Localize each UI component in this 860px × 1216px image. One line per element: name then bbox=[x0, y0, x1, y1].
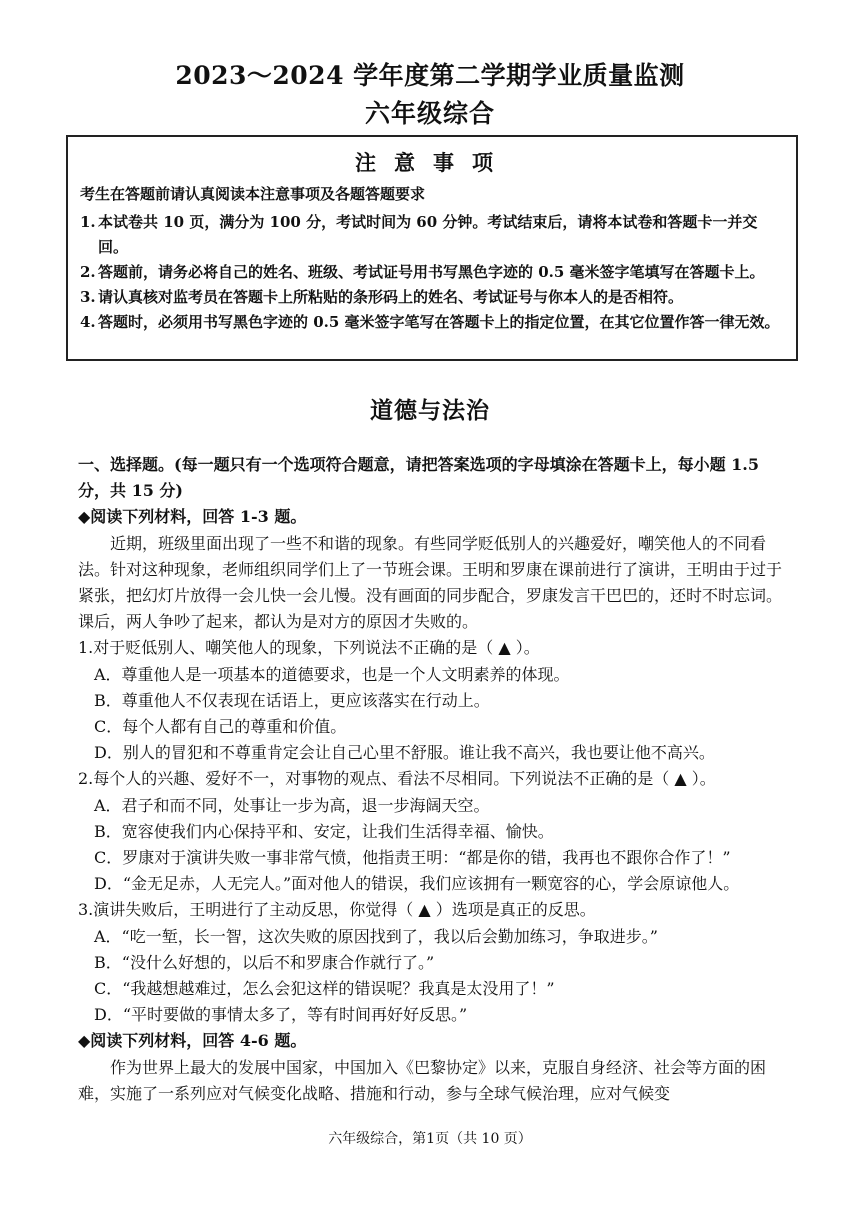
material-text: 作为世界上最大的发展中国家，中国加入《巴黎协定》以来，克服自身经济、社会等方面的困难，实施了一系列应对气候变化战略、措施和行动，参与全球气候治理，应对气候变 bbox=[78, 1057, 767, 1103]
answer-option: C．每个人都有自己的尊重和价值。 bbox=[94, 717, 347, 737]
answer-option: B．“没什么好想的，以后不和罗康合作就行了。” bbox=[94, 952, 435, 972]
notice-intro: 考生在答题前请认真阅读本注意事项及各题答题要求 bbox=[80, 185, 426, 203]
question-stem: 3.演讲失败后，王明进行了主动反思，你觉得（ ▲ ）选项是真正的反思。 bbox=[78, 900, 596, 920]
notice-item bbox=[80, 310, 786, 335]
notice-item-text: 请认真核对监考员在答题卡上所粘贴的条形码上的姓名、考试证号与你本人的是否相符。 bbox=[98, 288, 684, 306]
notice-item-number: 3. bbox=[80, 288, 96, 306]
answer-option: A．“吃一堑，长一智，这次失败的原因找到了，我以后会勤加练习，争取进步。” bbox=[94, 926, 658, 946]
notice-item-text: 答题前，请务必将自己的姓名、班级、考试证号用书写黑色字迹的 0.5 毫米签字笔填写在答题卡上。 bbox=[98, 263, 765, 281]
notice-item-text: 本试卷共 10 页，满分为 100 分，考试时间为 60 分钟。考试结束后，请将本试卷和答题卡一并交回。 bbox=[98, 213, 758, 256]
notice-item bbox=[80, 210, 786, 260]
answer-option: C．罗康对于演讲失败一事非常气愤，他指责王明：“都是你的错，我再也不跟你合作了！” bbox=[94, 848, 731, 868]
notice-item-number: 2. bbox=[80, 263, 96, 281]
answer-option: C．“我越想越难过，怎么会犯这样的错误呢？我真是太没用了！” bbox=[94, 979, 555, 999]
page-footer: 六年级综合，第1页（共 10 页） bbox=[328, 1131, 532, 1147]
notice-item-number: 1. bbox=[80, 213, 96, 231]
material-prompt: ◆阅读下列材料，回答 4-6 题。 bbox=[78, 1031, 307, 1051]
section-heading: 一、选择题。(每一题只有一个选项符合题意，请把答案选项的字母填涂在答题卡上，每小题 1.5 分，共 15 分) bbox=[78, 455, 759, 501]
section-title: 道德与法治 bbox=[370, 397, 490, 424]
answer-option: B．宽容使我们内心保持平和、安定，让我们生活得幸福、愉快。 bbox=[94, 821, 554, 841]
notice-item bbox=[80, 285, 786, 310]
question-body bbox=[78, 452, 784, 1107]
answer-option: A．君子和而不同，处事让一步为高，退一步海阔天空。 bbox=[94, 795, 490, 815]
material-text: 近期，班级里面出现了一些不和谐的现象。有些同学贬低别人的兴趣爱好，嘲笑他人的不同看法。针对这种现象，老师组织同学们上了一节班会课。王明和罗康在课前进行了演讲，王明由于过于紧张，把幻灯片放得一会儿快一会儿慢。没有画面的同步配合，罗康发言干巴巴的，还时不时忘词。课后，两人争吵了起来，都认为是对方的原因才失败的。 bbox=[78, 533, 783, 632]
notice-box bbox=[66, 135, 798, 361]
notice-item-text: 答题时，必须用书写黑色字迹的 0.5 毫米签字笔写在答题卡上的指定位置，在其它位置作答一律无效。 bbox=[98, 313, 780, 331]
notice-item bbox=[80, 260, 786, 285]
question-stem: 2.每个人的兴趣、爱好不一，对事物的观点、看法不尽相同。下列说法不正确的是（ ▲ ）。 bbox=[78, 769, 716, 789]
answer-option: A．尊重他人是一项基本的道德要求，也是一个人文明素养的体现。 bbox=[94, 664, 570, 684]
question-stem: 1.对于贬低别人、嘲笑他人的现象，下列说法不正确的是（ ▲ ）。 bbox=[78, 638, 540, 658]
exam-subtitle: 六年级综合 bbox=[364, 99, 495, 128]
answer-option: D．“平时要做的事情太多了，等有时间再好好反思。” bbox=[94, 1005, 468, 1025]
answer-option: D．“金无足赤，人无完人。”面对他人的错误，我们应该拥有一颗宽容的心，学会原谅他人。 bbox=[94, 874, 740, 894]
answer-option: B．尊重他人不仅表现在话语上，更应该落实在行动上。 bbox=[94, 690, 490, 710]
material-prompt: ◆阅读下列材料，回答 1-3 题。 bbox=[78, 507, 307, 527]
answer-option: D．别人的冒犯和不尊重肯定会让自己心里不舒服。谁让我不高兴，我也要让他不高兴。 bbox=[94, 743, 715, 763]
notice-title: 注意事项 bbox=[355, 150, 511, 175]
exam-title: 2023～2024 学年度第二学期学业质量监测 bbox=[175, 61, 685, 90]
notice-item-number: 4. bbox=[80, 313, 96, 331]
